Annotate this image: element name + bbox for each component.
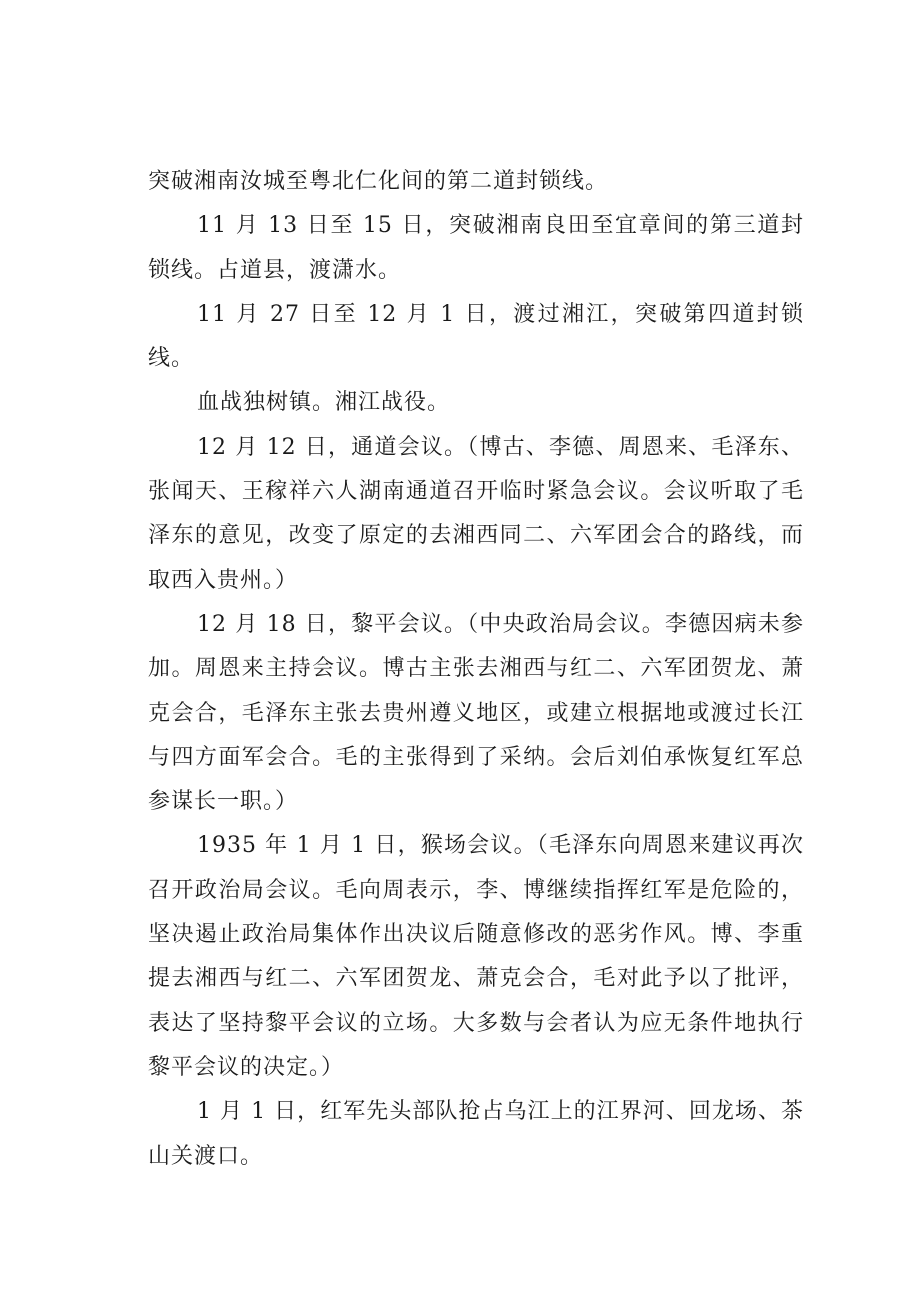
paragraph-second-blockade: 突破湘南汝城至粤北仁化间的第二道封锁线。	[148, 169, 609, 194]
paragraph-fourth-blockade: 11 月 27 日至 12 月 1 日，渡过湘江，突破第四道封锁线。	[148, 301, 804, 372]
paragraph-third-blockade: 11 月 13 日至 15 日，突破湘南良田至宜章间的第三道封锁线。占道县，渡潇水。	[148, 213, 804, 283]
paragraph-liping-meeting: 12 月 18 日，黎平会议。（中央政治局会议。李德因病未参加。周恩来主持会议。博古主张去湘西与红二、六军团贺龙、萧克会合，毛泽东主张去贵州遵义地区，或建立根据地或渡过长江与四方面军会合。毛的主张得到了采纳。会后刘伯承恢复红军总参谋长一职。）	[148, 611, 804, 815]
paragraph-wujiang-crossing: 1 月 1 日，红军先头部队抢占乌江上的江界河、回龙场、茶山关渡口。	[148, 1099, 804, 1169]
paragraph-xiangjiang-battle: 血战独树镇。湘江战役。	[197, 390, 451, 416]
paragraph-tongdao-meeting: 12 月 12 日，通道会议。（博古、李德、周恩来、毛泽东、张闻天、王稼祥六人湖南通道召开临时紧急会议。会议听取了毛泽东的意见，改变了原定的去湘西同二、六军团会合的路线，而取西入贵州。）	[148, 434, 804, 593]
document-body	[148, 160, 804, 1179]
paragraph-houchang-meeting: 1935 年 1 月 1 日，猴场会议。（毛泽东向周恩来建议再次召开政治局会议。毛向周表示，李、博继续指挥红军是危险的，坚决遏止政治局集体作出决议后随意修改的恶劣作风。博、李重提去湘西与红二、六军团贺龙、萧克会合，毛对此予以了批评，表达了坚持黎平会议的立场。大多数与会者认为应无条件地执行黎平会议的决定。）	[148, 833, 804, 1080]
